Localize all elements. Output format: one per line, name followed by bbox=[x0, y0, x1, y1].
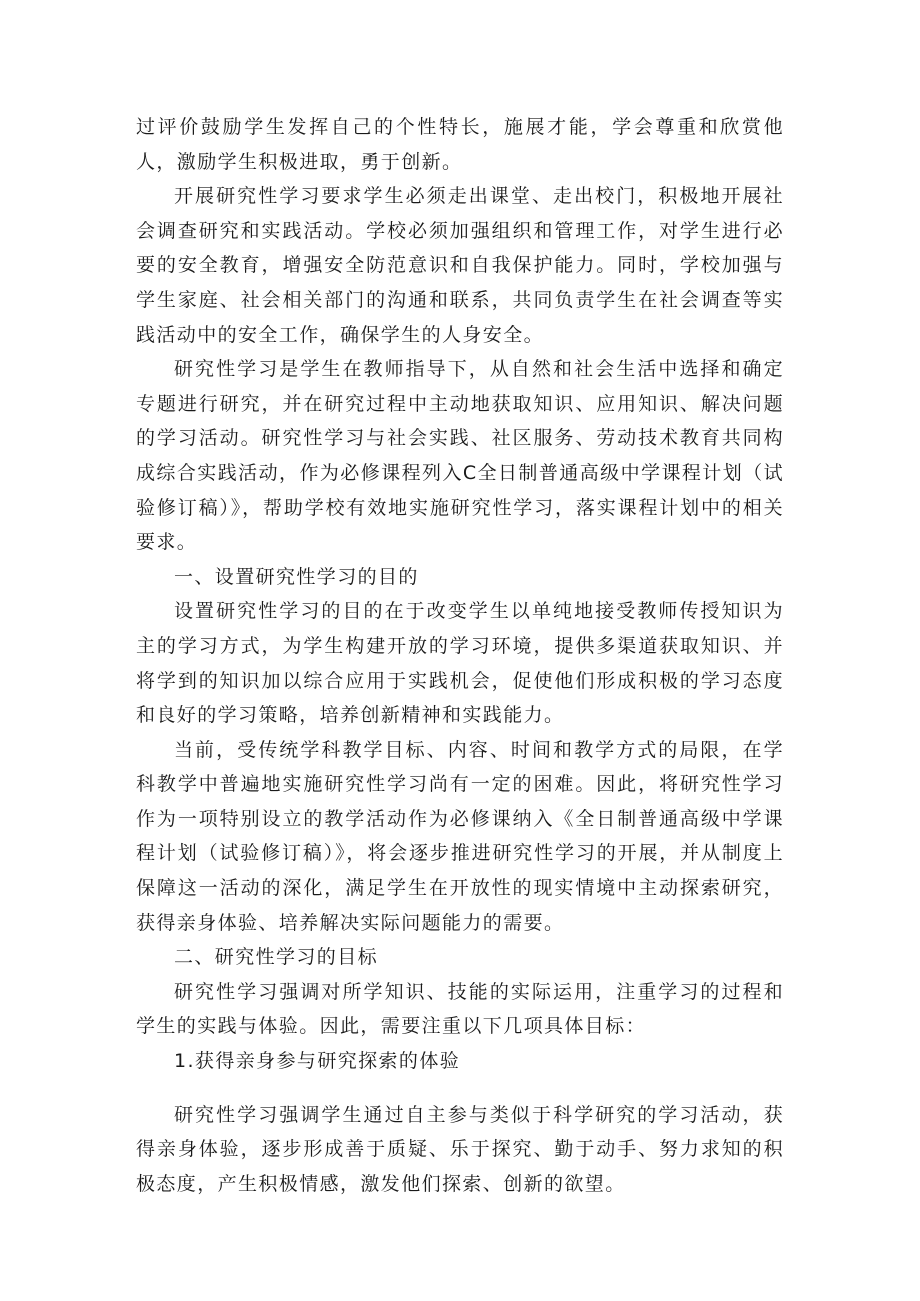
document-body bbox=[136, 110, 784, 1201]
paragraph-definition: 研究性学习是学生在教师指导下，从自然和社会生活中选择和确定专题进行研究，并在研究过程中主动地获取知识、应用知识、解决问题的学习活动。研究性学习与社会实践、社区服务、劳动技术教育共同构成综合实践活动，作为必修课程列入C全日制普通高级中学课程计划（试验修订稿）》，帮助学校有效地实施研究性学习，落实课程计划中的相关要求。 bbox=[136, 358, 784, 554]
paragraph-safety: 开展研究性学习要求学生必须走出课堂、走出校门，积极地开展社会调查研究和实践活动。学校必须加强组织和管理工作，对学生进行必要的安全教育，增强安全防范意识和自我保护能力。同时，学校加强与学生家庭、社会相关部门的沟通和联系，共同负责学生在社会调查等实践活动中的安全工作，确保学生的人身安全。 bbox=[136, 185, 784, 346]
paragraph-goals-intro: 研究性学习强调对所学知识、技能的实际运用，注重学习的过程和学生的实践与体验。因此，需要注重以下几项具体目标： bbox=[136, 980, 784, 1038]
paragraph-current-situation: 当前，受传统学科教学目标、内容、时间和教学方式的局限，在学科教学中普遍地实施研究性学习尚有一定的困难。因此，将研究性学习作为一项特别设立的教学活动作为必修课纳入《全日制普通高级中学课程计划（试验修订稿）》，将会逐步推进研究性学习的开展，并从制度上保障这一活动的深化，满足学生在开放性的现实情境中主动探索研究，获得亲身体验、培养解决实际问题能力的需要。 bbox=[136, 738, 784, 934]
paragraph-goal-1: 研究性学习强调学生通过自主参与类似于科学研究的学习活动，获得亲身体验，逐步形成善于质疑、乐于探究、勤于动手、努力求知的积极态度，产生积极情感，激发他们探索、创新的欲望。 bbox=[136, 1103, 784, 1195]
goal-item-heading-1: 1.获得亲身参与研究探索的体验 bbox=[174, 1050, 461, 1073]
paragraph-continued: 过评价鼓励学生发挥自己的个性特长，施展才能，学会尊重和欣赏他人，激励学生积极进取，勇于创新。 bbox=[136, 116, 784, 173]
section-heading-goals: 二、研究性学习的目标 bbox=[174, 946, 379, 969]
paragraph-purpose: 设置研究性学习的目的在于改变学生以单纯地接受教师传授知识为主的学习方式，为学生构建开放的学习环境，提供多渠道获取知识、并将学到的知识加以综合应用于实践机会，促使他们形成积极的学习态度和良好的学习策略，培养创新精神和实践能力。 bbox=[136, 600, 784, 727]
section-heading-purpose: 一、设置研究性学习的目的 bbox=[174, 565, 419, 588]
